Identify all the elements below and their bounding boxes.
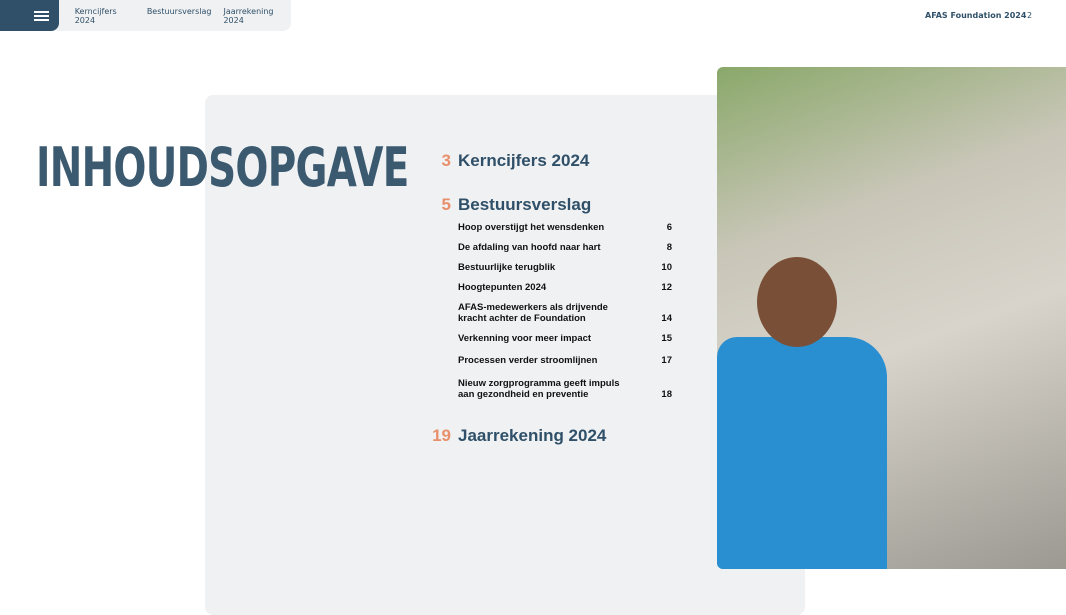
section-page: 3 bbox=[441, 151, 451, 170]
item-title: Nieuw zorgprogramma geeft impuls aan gezondheid en preventie bbox=[458, 378, 620, 400]
item-title: Processen verder stroomlijnen bbox=[458, 355, 598, 366]
toc-section[interactable] bbox=[420, 151, 589, 171]
toc-item[interactable] bbox=[458, 242, 672, 253]
children-photo bbox=[717, 67, 1066, 569]
toc-item[interactable] bbox=[458, 262, 672, 273]
hamburger-icon bbox=[34, 9, 49, 23]
toc-section[interactable] bbox=[420, 195, 591, 215]
section-page: 19 bbox=[432, 426, 451, 445]
toc-item[interactable] bbox=[458, 333, 672, 344]
item-title: Hoop overstijgt het wensdenken bbox=[458, 222, 605, 233]
item-page: 15 bbox=[661, 333, 672, 344]
item-page: 10 bbox=[661, 262, 672, 273]
page-title: INHOUDSOPGAVE bbox=[36, 136, 409, 199]
nav-link-jaarrekening[interactable]: Jaarrekening 2024 bbox=[223, 6, 274, 25]
section-page: 5 bbox=[441, 195, 451, 214]
nav-link-bestuursverslag[interactable]: Bestuursverslag bbox=[146, 6, 212, 16]
section-title: Bestuursverslag bbox=[458, 195, 592, 214]
item-title: Verkenning voor meer impact bbox=[458, 333, 592, 344]
brand-label: AFAS Foundation 2024 bbox=[925, 11, 1027, 20]
item-page: 17 bbox=[661, 355, 672, 366]
page-number: 2 bbox=[1027, 11, 1033, 20]
item-page: 18 bbox=[661, 389, 672, 400]
item-title: AFAS-medewerkers als drijvende kracht achter de Foundation bbox=[458, 302, 608, 324]
section-title: Kerncijfers 2024 bbox=[458, 151, 590, 170]
item-page: 8 bbox=[666, 242, 672, 253]
toc-item[interactable] bbox=[458, 222, 672, 233]
menu-button[interactable] bbox=[0, 0, 59, 31]
toc-item[interactable] bbox=[458, 282, 672, 293]
item-page: 6 bbox=[666, 222, 672, 233]
toc-item[interactable] bbox=[458, 378, 672, 400]
top-nav bbox=[0, 0, 291, 31]
item-page: 12 bbox=[661, 282, 672, 293]
item-title: De afdaling van hoofd naar hart bbox=[458, 242, 601, 253]
toc-item[interactable] bbox=[458, 355, 672, 366]
toc-item[interactable] bbox=[458, 302, 672, 324]
toc-section[interactable] bbox=[420, 426, 606, 446]
item-page: 14 bbox=[661, 313, 672, 324]
item-title: Bestuurlijke terugblik bbox=[458, 262, 556, 273]
section-title: Jaarrekening 2024 bbox=[458, 426, 607, 445]
nav-link-kerncijfers[interactable]: Kerncijfers 2024 bbox=[74, 6, 117, 25]
item-title: Hoogtepunten 2024 bbox=[458, 282, 547, 293]
